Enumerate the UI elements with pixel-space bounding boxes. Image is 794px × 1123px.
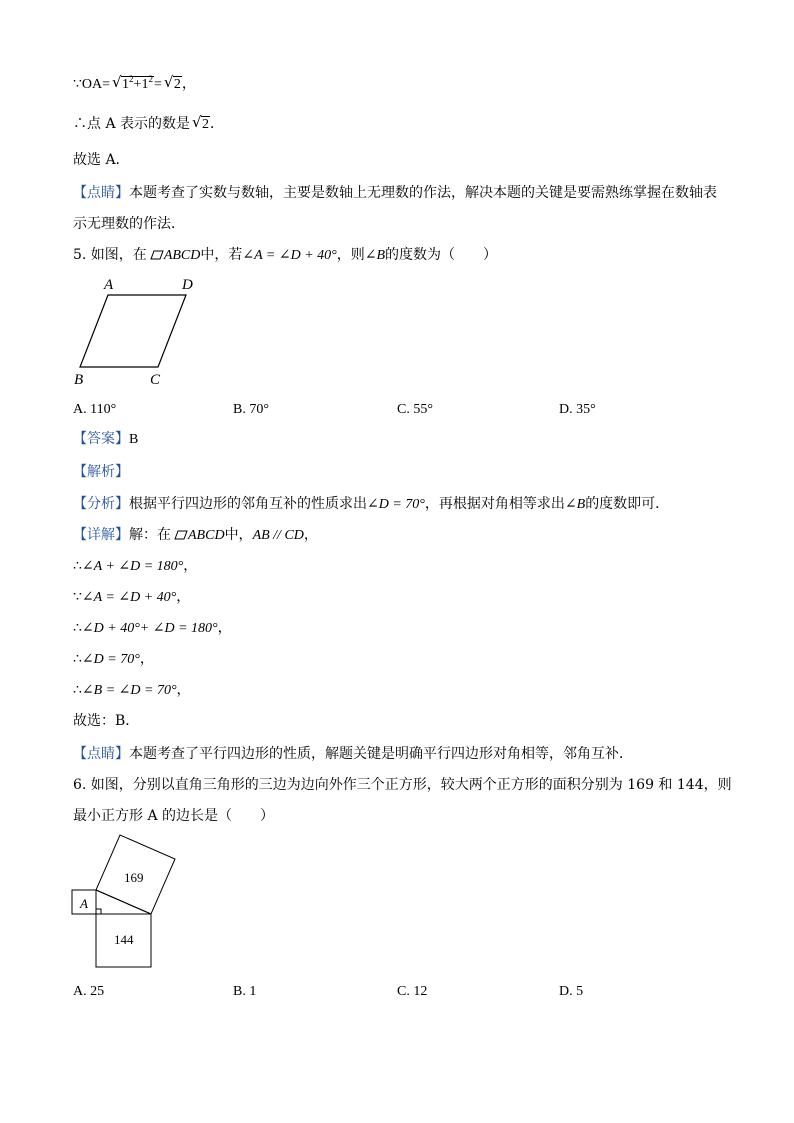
- sqrt-sum: √ $1^2+1^2$: [112, 73, 153, 92]
- vertex-label-b: B: [74, 372, 84, 388]
- q6-option-a[interactable]: A. 25: [73, 984, 105, 999]
- parallelogram-symbol-icon: [150, 247, 164, 263]
- step-line: ∴∠B = ∠D = 70°，: [73, 682, 191, 698]
- question-6-stem-2: 最小正方形 A 的边长是（ ）: [73, 808, 275, 824]
- parallelogram-symbol-icon: [174, 527, 188, 543]
- detail-line: 【详解】解：在 ABCD中，AB // CD，: [73, 527, 318, 543]
- q6-option-d[interactable]: D. 5: [559, 984, 584, 999]
- q5-option-a[interactable]: A. 110°: [73, 402, 117, 417]
- square-label-a: A: [80, 896, 88, 911]
- square-area-169: 169: [124, 870, 144, 885]
- sqrt-two: √ 2: [163, 73, 181, 92]
- q5-option-d[interactable]: D. 35°: [559, 402, 596, 417]
- comment-line-2: 示无理数的作法．: [73, 216, 185, 232]
- question-6-stem-1: 6. 如图，分别以直角三角形的三边为边向外作三个正方形，较大两个正方形的面积分别为 169 和 144，则: [73, 777, 732, 793]
- step-line: ∴∠D = 70°，: [73, 651, 154, 667]
- comment-line-1: 【点睛】本题考查了实数与数轴，主要是数轴上无理数的作法，解决本题的关键是要需熟练掌握在数轴表: [73, 185, 717, 201]
- choose-b-line: 故选：B．: [73, 713, 140, 729]
- solution-line-oa: ∵OA= √ $1^2+1^2=$ √ 2，: [73, 73, 196, 92]
- sqrt-two-answer: √ 2: [192, 113, 210, 132]
- pythagoras-squares-figure: [60, 830, 190, 975]
- answer-line: 【答案】B: [73, 431, 139, 447]
- step-line: ∴∠A + ∠D = 180°，: [73, 558, 198, 574]
- step-line: ∵∠A = ∠D + 40°，: [73, 589, 191, 605]
- vertex-label-a: A: [104, 277, 114, 293]
- square-area-144: 144: [114, 932, 134, 947]
- analysis-heading: 【解析】: [73, 464, 129, 480]
- vertex-label-c: C: [150, 372, 161, 388]
- vertex-label-d: D: [182, 277, 193, 293]
- step-line: ∴∠D + 40°+ ∠D = 180°，: [73, 620, 232, 636]
- q6-option-c[interactable]: C. 12: [397, 984, 428, 999]
- parallelogram-figure: [70, 272, 210, 392]
- q5-option-b[interactable]: B. 70°: [233, 402, 269, 417]
- question-5-stem: 5. 如图，在 ABCD中，若∠A = ∠D + 40°，则∠B的度数为（ ）: [73, 247, 498, 263]
- solution-line-point-a: ∴点 A 表示的数是 √ 2．: [73, 113, 225, 132]
- q6-option-b[interactable]: B. 1: [233, 984, 257, 999]
- choose-a-line: 故选 A．: [73, 152, 130, 168]
- comment-line-3: 【点睛】本题考查了平行四边形的性质，解题关键是明确平行四边形对角相等，邻角互补．: [73, 746, 633, 762]
- q5-option-c[interactable]: C. 55°: [397, 402, 433, 417]
- analysis-line: 【分析】根据平行四边形的邻角互补的性质求出∠D = 70°，再根据对角相等求出∠B的度数即可．: [73, 496, 670, 512]
